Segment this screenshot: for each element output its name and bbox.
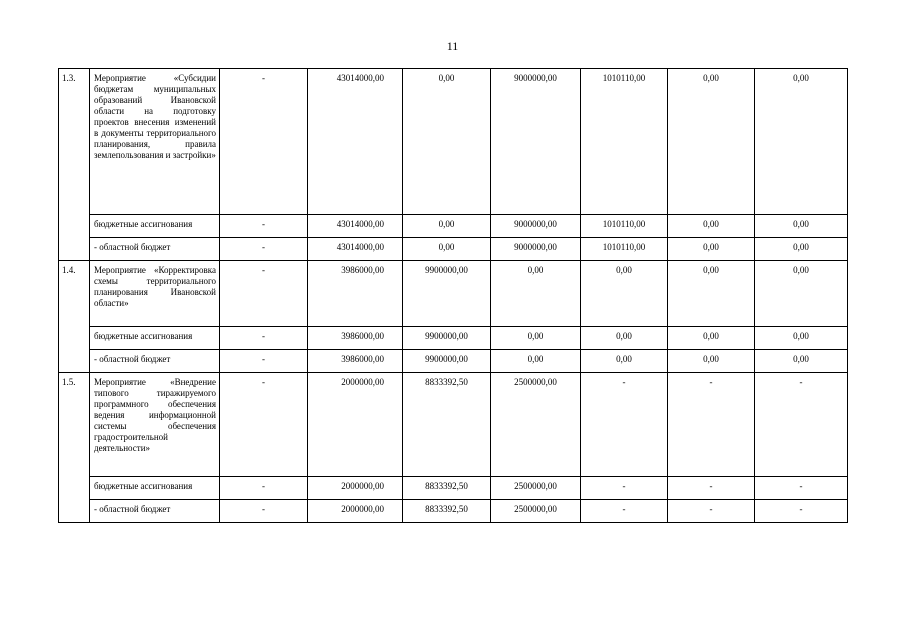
value-cell: 0,00 (581, 350, 668, 373)
value-cell: 9000000,00 (491, 238, 581, 261)
value-cell: 0,00 (755, 327, 848, 350)
value-cell: 3986000,00 (308, 327, 403, 350)
value-cell: - (220, 350, 308, 373)
value-cell: - (220, 500, 308, 523)
value-cell: - (581, 373, 668, 477)
value-cell: - (755, 477, 848, 500)
value-cell: 0,00 (491, 327, 581, 350)
row-number: 1.3. (59, 69, 90, 261)
value-cell: 1010110,00 (581, 215, 668, 238)
value-cell: 0,00 (668, 327, 755, 350)
value-cell: 2500000,00 (491, 477, 581, 500)
value-cell: - (581, 477, 668, 500)
value-cell: 3986000,00 (308, 350, 403, 373)
value-cell: 0,00 (668, 350, 755, 373)
value-cell: 0,00 (755, 238, 848, 261)
value-cell: - (668, 500, 755, 523)
sub-row-label: - областной бюджет (90, 350, 220, 373)
value-cell: - (668, 477, 755, 500)
value-cell: 2500000,00 (491, 500, 581, 523)
value-cell: 2000000,00 (308, 477, 403, 500)
value-cell: 0,00 (581, 327, 668, 350)
value-cell: - (755, 373, 848, 477)
table-row (59, 215, 848, 238)
activity-name: Мероприятие «Субсидии бюджетам муниципальных образований Ивановской области на подготовку проектов внесения изменений в документы территориального планирования, правила землепользования и застройки» (90, 69, 220, 215)
value-cell: 0,00 (668, 261, 755, 327)
value-cell: 9900000,00 (403, 350, 491, 373)
value-cell: 0,00 (668, 215, 755, 238)
value-cell: 3986000,00 (308, 261, 403, 327)
table-row (59, 238, 848, 261)
value-cell: - (220, 215, 308, 238)
activity-name: Мероприятие «Корректировка схемы территориального планирования Ивановской области» (90, 261, 220, 327)
sub-row-label: бюджетные ассигнования (90, 477, 220, 500)
value-cell: 2500000,00 (491, 373, 581, 477)
value-cell: 0,00 (668, 69, 755, 215)
table-row (59, 327, 848, 350)
value-cell: 8833392,50 (403, 477, 491, 500)
value-cell: 9000000,00 (491, 69, 581, 215)
table-row (59, 350, 848, 373)
value-cell: - (581, 500, 668, 523)
value-cell: - (220, 261, 308, 327)
table-row (59, 373, 848, 477)
page-number: 11 (446, 39, 459, 53)
budget-table (58, 68, 848, 523)
value-cell: - (755, 500, 848, 523)
value-cell: 0,00 (491, 350, 581, 373)
table-row (59, 500, 848, 523)
value-cell: 8833392,50 (403, 500, 491, 523)
value-cell: - (220, 477, 308, 500)
row-number: 1.4. (59, 261, 90, 373)
sub-row-label: бюджетные ассигнования (90, 327, 220, 350)
row-number: 1.5. (59, 373, 90, 523)
value-cell: 43014000,00 (308, 238, 403, 261)
table-row (59, 261, 848, 327)
value-cell: 1010110,00 (581, 69, 668, 215)
value-cell: 8833392,50 (403, 373, 491, 477)
value-cell: 43014000,00 (308, 215, 403, 238)
value-cell: - (220, 69, 308, 215)
value-cell: - (220, 373, 308, 477)
value-cell: 1010110,00 (581, 238, 668, 261)
value-cell: 9900000,00 (403, 327, 491, 350)
table-row (59, 69, 848, 215)
sub-row-label: - областной бюджет (90, 500, 220, 523)
value-cell: 0,00 (403, 69, 491, 215)
table-row (59, 477, 848, 500)
value-cell: 2000000,00 (308, 373, 403, 477)
value-cell: 9000000,00 (491, 215, 581, 238)
value-cell: 0,00 (755, 69, 848, 215)
value-cell: 0,00 (581, 261, 668, 327)
value-cell: 0,00 (755, 261, 848, 327)
sub-row-label: бюджетные ассигнования (90, 215, 220, 238)
value-cell: - (220, 327, 308, 350)
value-cell: 0,00 (403, 238, 491, 261)
value-cell: 0,00 (403, 215, 491, 238)
value-cell: 2000000,00 (308, 500, 403, 523)
value-cell: - (220, 238, 308, 261)
value-cell: 0,00 (755, 350, 848, 373)
value-cell: 0,00 (491, 261, 581, 327)
value-cell: 0,00 (755, 215, 848, 238)
activity-name: Мероприятие «Внедрение типового тиражируемого программного обеспечения ведения информационной системы обеспечения градостроительной деятельности» (90, 373, 220, 477)
sub-row-label: - областной бюджет (90, 238, 220, 261)
value-cell: 0,00 (668, 238, 755, 261)
value-cell: - (668, 373, 755, 477)
value-cell: 9900000,00 (403, 261, 491, 327)
value-cell: 43014000,00 (308, 69, 403, 215)
